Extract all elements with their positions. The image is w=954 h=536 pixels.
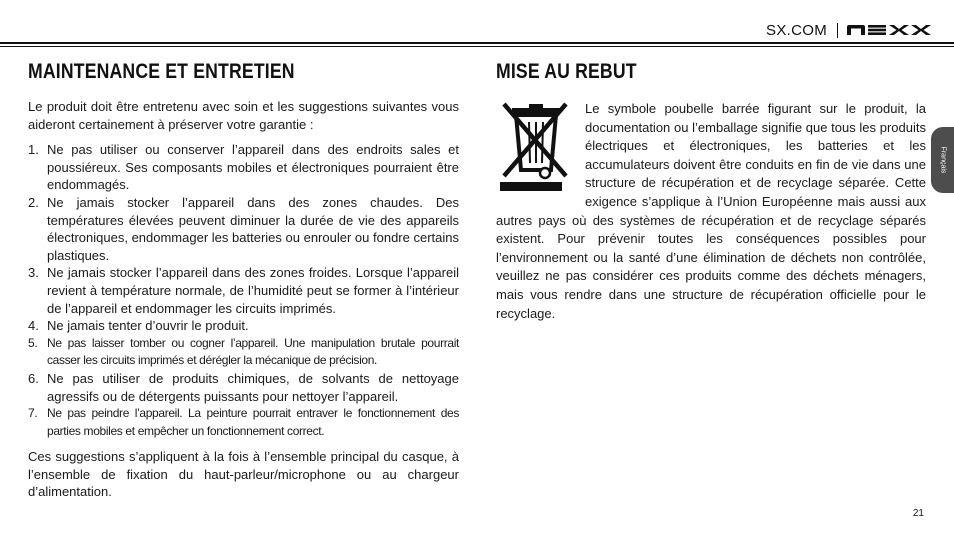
crossed-out-wheelie-bin-icon <box>496 100 576 200</box>
header-rule <box>0 42 954 44</box>
brand-url: SX.COM <box>766 21 827 39</box>
list-item-text: Ne jamais stocker l’appareil dans des zones froides. Lorsque l’appareil revient à température normale, de l’humidité peut se former à l’intérieur de l’appareil et endommager les circuits imprimés. <box>47 265 459 316</box>
list-item <box>28 335 459 370</box>
list-item <box>28 264 459 317</box>
maintenance-title: MAINTENANCE ET ENTRETIEN <box>28 60 295 83</box>
list-item-number: 6. <box>28 370 39 386</box>
list-item <box>28 141 459 194</box>
disposal-section <box>496 100 926 323</box>
list-item <box>28 317 459 335</box>
brand-separator <box>837 23 838 38</box>
nexx-logo-icon <box>846 24 932 36</box>
list-item <box>28 194 459 264</box>
page-number: 21 <box>912 508 924 519</box>
disposal-title: MISE AU REBUT <box>496 60 637 83</box>
list-item-number: 1. <box>28 142 39 158</box>
list-item-number: 5. <box>28 335 38 350</box>
list-item-number: 3. <box>28 265 39 281</box>
list-item-number: 4. <box>28 318 39 334</box>
list-item-text: Ne pas peindre l’appareil. La peinture pourrait entraver le fonctionnement des parties mobiles et empêcher un fonctionnement correct. <box>47 406 459 438</box>
list-item-text: Ne jamais tenter d’ouvrir le produit. <box>47 318 249 334</box>
language-label: Français <box>939 146 946 174</box>
header-brand <box>766 20 932 40</box>
header-rule-thin <box>0 46 954 47</box>
list-item-number: 7. <box>28 406 38 421</box>
maintenance-section <box>28 98 459 501</box>
list-item-text: Ne jamais stocker l’appareil dans des zones chaudes. Des températures élevées peuvent diminuer la durée de vie des appareils électroniques, endommager les batteries ou enrouler ou fondre certains plastiques. <box>47 194 459 263</box>
maintenance-intro: Le produit doit être entretenu avec soin et les suggestions suivantes vous aideront certainement à préserver votre garantie : <box>28 99 459 132</box>
disposal-text: Le symbole poubelle barrée figurant sur le produit, la documentation ou l’emballage signifie que tous les produits électriques et électroniques, les batteries et les accumulateurs doivent être conduits en fin de vie dans une structure de récupération et de recyclage séparée. Cette exigence s’applique à l’Union Européenne mais aussi aux autres pays où des systèmes de récupération et de recyclage séparés existent. Pour prévenir toutes les conséquences possibles pour l’environnement ou la santé d’une élimination de déchets non contrôlée, veuillez ne pas considérer ces produits comme des déchets ménagers, mais vous rendre dans une structure de récupération officielle pour le recyclage. <box>496 101 926 321</box>
list-item <box>28 370 459 405</box>
list-item-number: 2. <box>28 194 39 210</box>
maintenance-outro: Ces suggestions s’appliquent à la fois à l’ensemble principal du casque, à l’ensemble de fixation du haut-parleur/microphone ou au chargeur d’alimentation. <box>28 449 459 500</box>
list-item-text: Ne pas utiliser ou conserver l’appareil dans des endroits sales et poussiéreux. Ses composants mobiles et électroniques pourraient être endommagés. <box>47 142 459 193</box>
list-item-text: Ne pas laisser tomber ou cogner l’appareil. Une manipulation brutale pourrait casser les circuits imprimés et dérégler la mécanique de précision. <box>47 335 459 368</box>
language-tab <box>931 127 954 193</box>
list-item <box>28 405 459 440</box>
list-item-text: Ne pas utiliser de produits chimiques, de solvants de nettoyage agressifs ou de détergents puissants pour nettoyer l’appareil. <box>47 370 459 404</box>
maintenance-list <box>28 141 459 440</box>
